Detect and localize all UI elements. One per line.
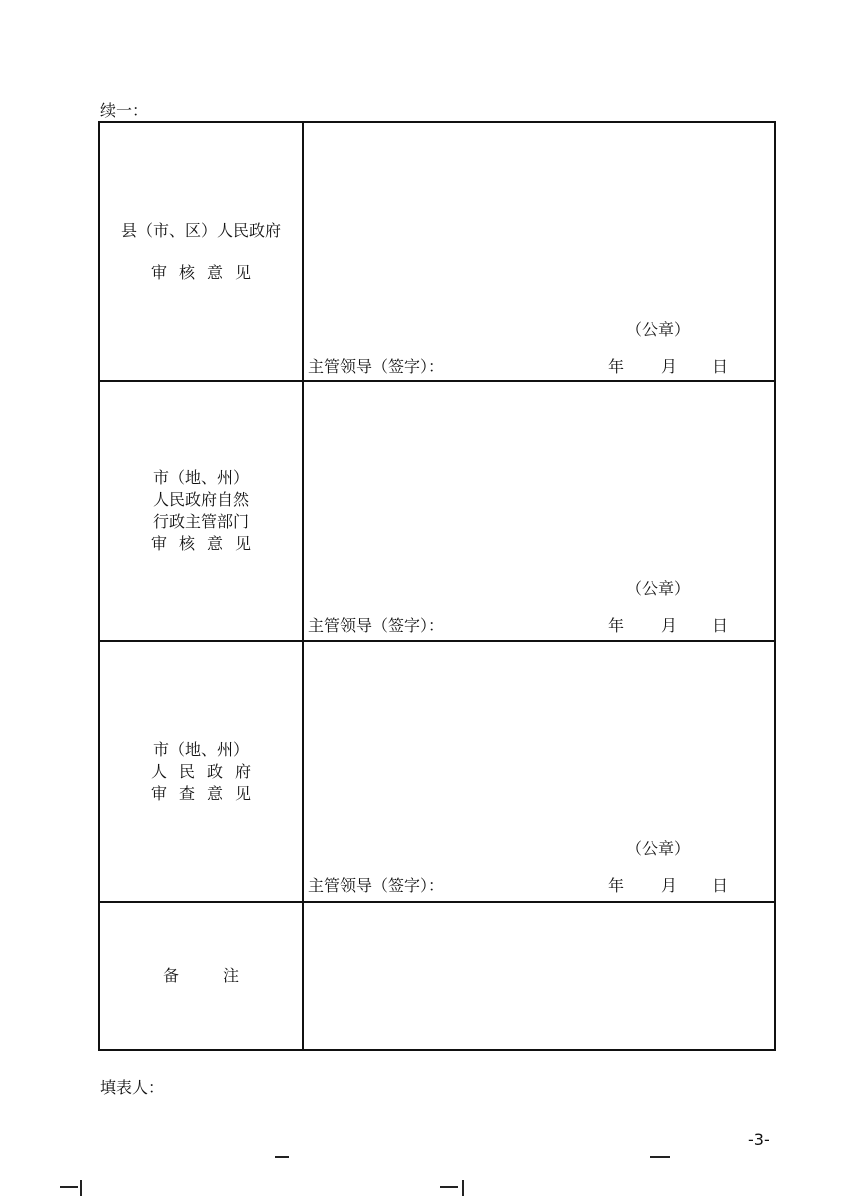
date-day-label: 日 — [712, 616, 729, 635]
label-line: 审核意见 — [150, 534, 263, 553]
seal-label: （公章） — [626, 839, 691, 858]
filler-label: 填表人： — [100, 1078, 165, 1097]
label-line: 行政主管部门 — [152, 512, 249, 531]
city-gov-review-row — [99, 641, 775, 902]
city-dept-review-label — [99, 381, 303, 641]
continued-label: 续一： — [100, 101, 149, 120]
date-year-label: 年 — [608, 616, 625, 635]
review-form-table — [98, 121, 776, 1051]
signer-label: 主管领导（签字）： — [308, 616, 445, 635]
county-review-opinion-field[interactable] — [303, 122, 775, 381]
scan-mark — [462, 1180, 464, 1196]
label-line: 人民政府 — [150, 761, 263, 781]
city-dept-review-row — [99, 381, 775, 641]
label-line: 审核意见 — [150, 262, 263, 282]
city-dept-review-opinion-field[interactable] — [303, 381, 775, 641]
label-line: 县（市、区）人民政府 — [120, 220, 281, 240]
label-line: 备注 — [162, 966, 283, 985]
county-review-label — [99, 122, 303, 381]
scan-mark — [275, 1156, 289, 1158]
remarks-row — [99, 902, 775, 1050]
scan-mark — [440, 1186, 458, 1188]
date-month-label: 月 — [661, 616, 678, 635]
seal-label: （公章） — [626, 579, 691, 598]
county-review-row — [99, 122, 775, 381]
date-day-label: 日 — [712, 357, 729, 376]
scan-mark — [80, 1180, 82, 1196]
date-month-label: 月 — [661, 357, 678, 376]
label-line: 市（地、州） — [152, 468, 249, 487]
remarks-field[interactable] — [303, 902, 775, 1050]
date-year-label: 年 — [608, 876, 625, 895]
city-gov-review-opinion-field[interactable] — [303, 641, 775, 902]
label-line: 市（地、州） — [152, 739, 249, 759]
label-line: 审查意见 — [150, 783, 263, 803]
date-day-label: 日 — [712, 876, 729, 895]
signer-label: 主管领导（签字）： — [308, 357, 445, 376]
date-month-label: 月 — [661, 876, 678, 895]
seal-label: （公章） — [626, 320, 691, 339]
scan-mark — [650, 1156, 670, 1158]
label-line: 人民政府自然 — [152, 490, 249, 509]
page-number: -3- — [748, 1130, 770, 1149]
remarks-label — [99, 902, 303, 1050]
signer-label: 主管领导（签字）： — [308, 876, 445, 895]
city-gov-review-label — [99, 641, 303, 902]
date-year-label: 年 — [608, 357, 625, 376]
scan-mark — [60, 1186, 78, 1188]
